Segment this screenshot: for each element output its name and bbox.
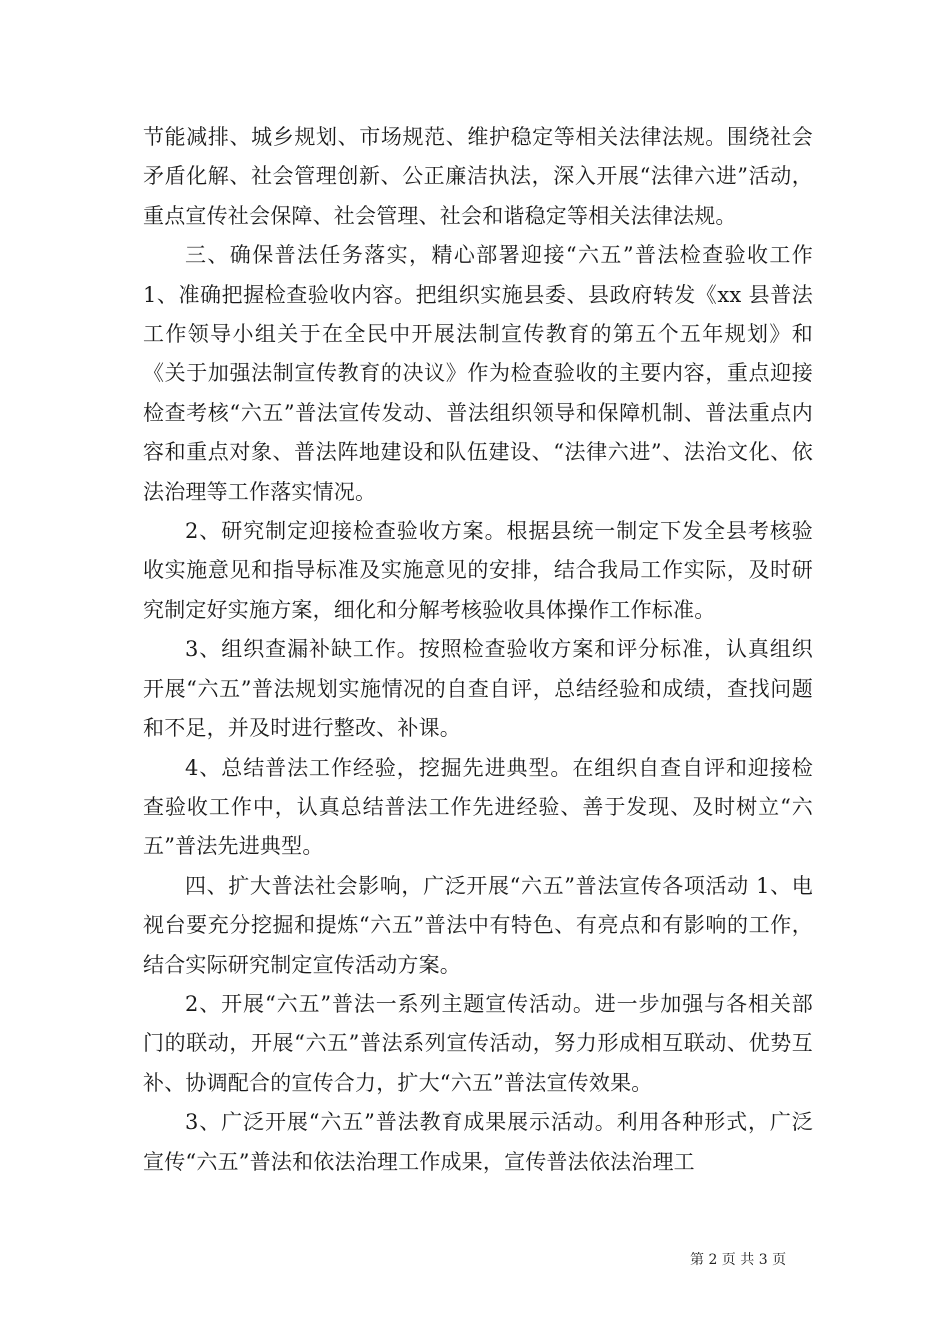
paragraph: 3、组织查漏补缺工作。按照检查验收方案和评分标准，认真组织开展“六五”普法规划实施情况的自查自评，总结经验和成绩，查找问题和不足，并及时进行整改、补课。 [143, 637, 813, 741]
paragraph: 3、广泛开展“六五”普法教育成果展示活动。利用各种形式，广泛宣传“六五”普法和依法治理工作成果，宣传普法依法治理工 [143, 1110, 813, 1174]
document-body [143, 118, 813, 1182]
paragraph: 2、开展“六五”普法一系列主题宣传活动。进一步加强与各相关部门的联动，开展“六五”普法系列宣传活动，努力形成相互联动、优势互补、协调配合的宣传合力，扩大“六五”普法宣传效果。 [143, 991, 813, 1095]
paragraph: 2、研究制定迎接检查验收方案。根据县统一制定下发全县考核验收实施意见和指导标准及实施意见的安排，结合我局工作实际，及时研究制定好实施方案，细化和分解考核验收具体操作工作标准。 [143, 519, 813, 622]
paragraph: 4、总结普法工作经验，挖掘先进典型。在组织自查自评和迎接检查验收工作中，认真总结普法工作先进经验、善于发现、及时树立“六五”普法先进典型。 [143, 755, 813, 859]
paragraph: 三、确保普法任务落实，精心部署迎接“六五”普法检查验收工作 1、准确把握检查验收内容。把组织实施县委、县政府转发《xx 县普法工作领导小组关于在全民中开展法制宣传教育的第五个五年规划》和《关于加强法制宣传教育的决议》作为检查验收的主要内容，重点迎接检查考核“六五”普法宣传发动、普法组织领导和保障机制、普法重点内容和重点对象、普法阵地建设和队伍建设、“法律六进”、法治文化、依法治理等工作落实情况。 [143, 243, 813, 504]
page-number-footer: 第 2 页 共 3 页 [690, 1252, 787, 1268]
paragraph: 节能减排、城乡规划、市场规范、维护稳定等相关法律法规。围绕社会矛盾化解、社会管理创新、公正廉洁执法，深入开展“法律六进”活动，重点宣传社会保障、社会管理、社会和谐稳定等相关法律法规。 [143, 125, 813, 228]
paragraph: 四、扩大普法社会影响，广泛开展“六五”普法宣传各项活动 1、电视台要充分挖掘和提炼“六五”普法中有特色、有亮点和有影响的工作，结合实际研究制定宣传活动方案。 [143, 873, 813, 977]
